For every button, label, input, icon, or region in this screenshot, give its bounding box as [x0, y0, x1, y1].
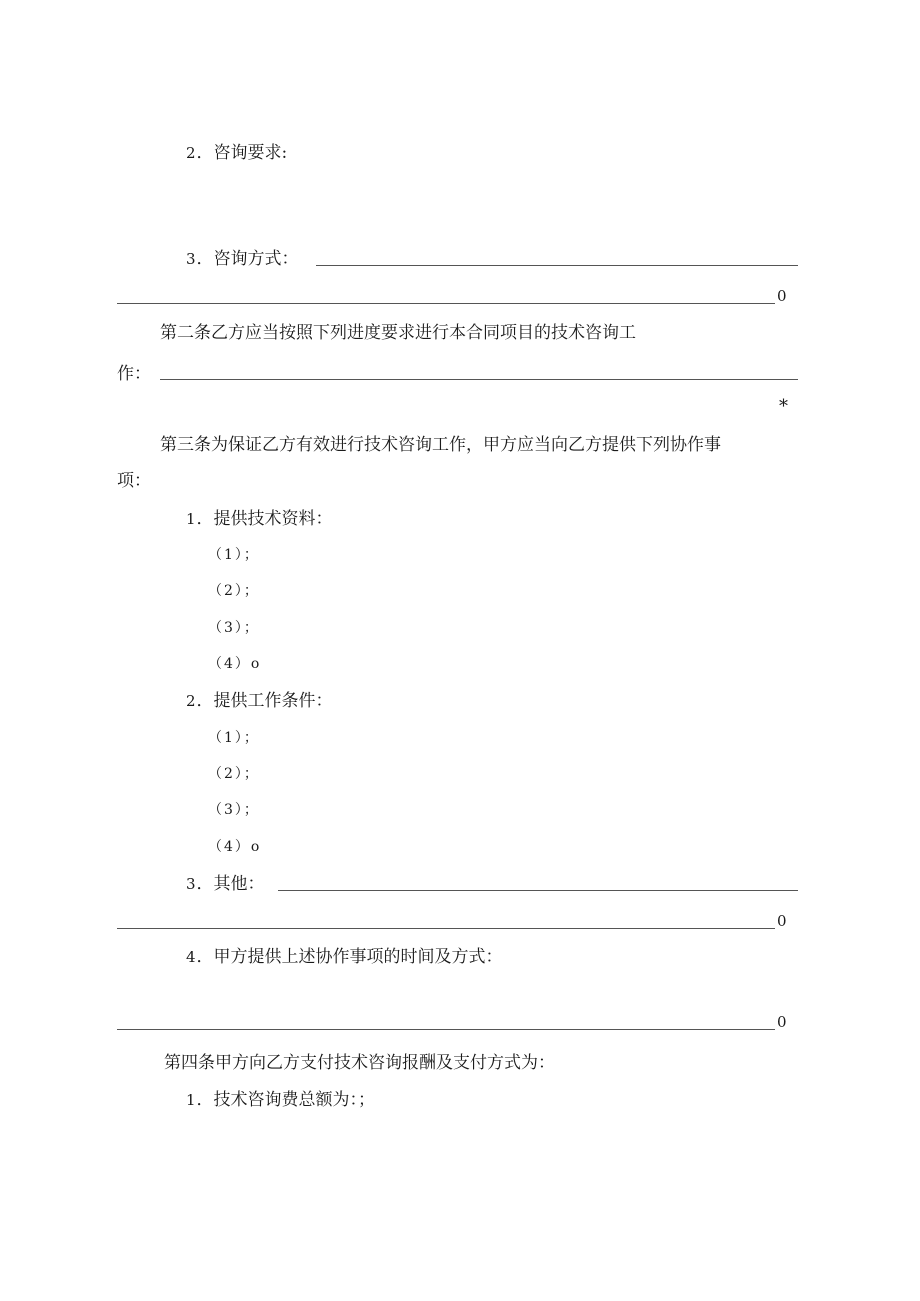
list-item: （2）； [208, 583, 260, 599]
fill-in-line [316, 265, 798, 266]
item-text: ．甲方提供上述协作事项的时间及方式： [196, 947, 503, 967]
list-item: （4）o [208, 839, 262, 855]
article-2-line1: 第二条乙方应当按照下列进度要求进行本合同项目的技术咨询工 [160, 323, 636, 343]
list-item: （4）o [208, 656, 262, 672]
line-end-mark: 0 [777, 1013, 787, 1031]
fill-in-line [117, 303, 775, 304]
item-number: 2 [186, 692, 197, 710]
item-number: 1 [186, 510, 197, 528]
article-2-line2: 作： [117, 364, 151, 384]
article-4-line1: 第四条甲方向乙方支付技术咨询报酬及支付方式为： [164, 1053, 555, 1073]
item-number: 2 [186, 144, 197, 162]
item-3-heading [186, 248, 299, 270]
list-item: （3）； [208, 802, 260, 818]
item-number: 1 [186, 1091, 197, 1109]
article-3-sub4-heading [186, 946, 503, 968]
fill-in-line [160, 379, 798, 380]
line-end-mark: 0 [777, 912, 787, 930]
item-text: ．技术咨询费总额为：； [196, 1090, 376, 1110]
article-3-line2: 项： [117, 471, 151, 491]
item-text: ．提供技术资料： [196, 509, 333, 529]
fill-in-line [278, 890, 798, 891]
list-item: （1）； [208, 730, 260, 746]
line-end-mark: * [779, 396, 788, 417]
item-text: ．提供工作条件： [196, 691, 333, 711]
item-2-heading [186, 142, 287, 164]
article-3-line1: 第三条为保证乙方有效进行技术咨询工作，甲方应当向乙方提供下列协作事 [160, 435, 721, 455]
article-3-sub2-heading [186, 690, 333, 712]
list-item: （3）； [208, 620, 260, 636]
line-end-mark: 0 [777, 287, 787, 305]
item-number: 4 [186, 948, 197, 966]
item-text: ．咨询要求: [196, 143, 288, 163]
item-number: 3 [186, 875, 197, 893]
list-item: （2）； [208, 766, 260, 782]
item-number: 3 [186, 250, 197, 268]
fill-in-line [117, 1029, 775, 1030]
item-text: ．咨询方式： [196, 249, 299, 269]
article-3-sub3-heading [186, 873, 265, 895]
fill-in-line [117, 928, 775, 929]
article-3-sub1-heading [186, 508, 333, 530]
item-text: ．其他： [196, 874, 265, 894]
article-4-sub1-heading [186, 1089, 375, 1111]
list-item: （1）； [208, 547, 260, 563]
